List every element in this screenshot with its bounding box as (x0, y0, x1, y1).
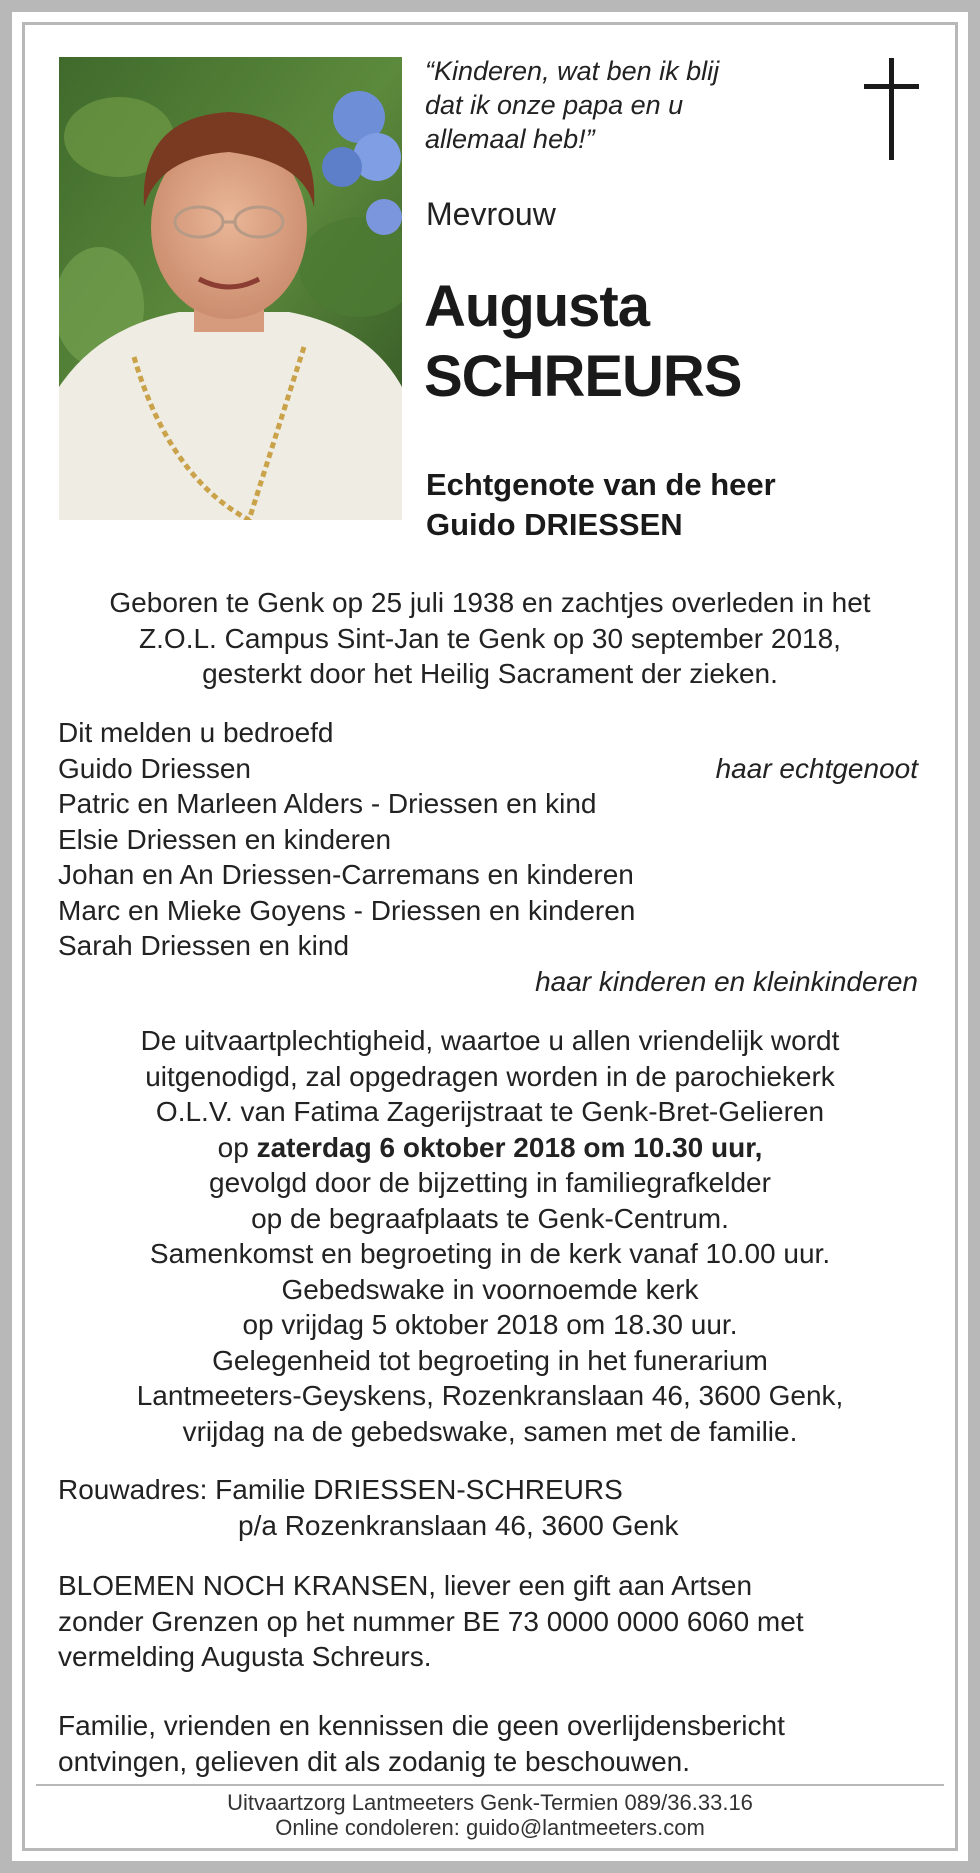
funeral-info (40, 1023, 940, 1449)
footer (40, 1790, 940, 1840)
child-line: Johan en An Driessen-Carremans en kinderen (58, 859, 634, 890)
portrait-photo (59, 57, 402, 520)
funeral-line: Gebedswake in voornoemde kerk (281, 1273, 699, 1305)
birth-death-info (40, 585, 940, 692)
spouse-info (426, 465, 946, 545)
flowers-line: vermelding Augusta Schreurs. (58, 1641, 432, 1672)
general-notice (58, 1708, 938, 1779)
funeral-line: Samenkomst en begroeting in de kerk vanaf 10.00 uur. (149, 1238, 831, 1269)
flowers-notice (58, 1568, 938, 1675)
deceased-name (424, 272, 944, 412)
address-line: p/a Rozenkranslaan 46, 3600 Genk (238, 1509, 679, 1541)
funeral-line: uitgenodigd, zal opgedragen worden in de parochiekerk (145, 1060, 835, 1092)
children-role: haar kinderen en kleinkinderen (535, 965, 918, 997)
notice-line: ontvingen, gelieven dit als zodanig te beschouwen. (58, 1745, 690, 1777)
funeral-line: Gelegenheid tot begroeting in het funerarium (212, 1344, 768, 1376)
birth-line: gesterkt door het Heilig Sacrament der zieken. (202, 658, 778, 689)
funeral-line: De uitvaartplechtigheid, waartoe u allen vriendelijk wordt (140, 1025, 840, 1056)
quote-line: dat ik onze papa en u (425, 90, 684, 120)
child-line: Marc en Mieke Goyens - Driessen en kinderen (58, 894, 636, 926)
funeral-date-prefix: op (217, 1131, 257, 1163)
notice-line: Familie, vrienden en kennissen die geen overlijdensbericht (58, 1710, 785, 1741)
quote (425, 54, 825, 156)
husband-name: Guido Driessen (58, 752, 251, 784)
child-line: Patric en Marleen Alders - Driessen en kind (58, 788, 597, 819)
spouse-line: Echtgenote van de heer (426, 467, 776, 502)
flowers-line: BLOEMEN NOCH KRANSEN, liever een gift aan Artsen (58, 1570, 753, 1601)
mourning-address (58, 1472, 938, 1543)
funeral-line: gevolgd door de bijzetting in familiegrafkelder (209, 1167, 771, 1198)
honorific: Mevrouw (426, 196, 556, 232)
footer-divider (36, 1784, 944, 1786)
funeral-date-line (40, 1130, 940, 1166)
first-name: Augusta (424, 274, 649, 339)
child-line: Elsie Driessen en kinderen (58, 823, 392, 855)
family-intro: Dit melden u bedroefd (58, 717, 334, 748)
husband-role: haar echtgenoot (715, 752, 918, 784)
quote-line: allemaal heb!” (425, 124, 595, 154)
funeral-line: vrijdag na de gebedswake, samen met de familie. (182, 1415, 798, 1447)
footer-line: Uitvaartzorg Lantmeeters Genk-Termien 089/36.33.16 (227, 1790, 753, 1815)
funeral-line: op de begraafplaats te Genk-Centrum. (251, 1202, 729, 1234)
family-list (58, 715, 918, 999)
funeral-line: O.L.V. van Fatima Zagerijstraat te Genk-Bret-Gelieren (155, 1096, 825, 1127)
spouse-line: Guido DRIESSEN (426, 507, 683, 542)
birth-line: Z.O.L. Campus Sint-Jan te Genk op 30 september 2018, (139, 622, 841, 654)
birth-line: Geboren te Genk op 25 juli 1938 en zachtjes overleden in het (109, 587, 871, 618)
quote-line: “Kinderen, wat ben ik blij (425, 56, 720, 86)
funeral-date: zaterdag 6 oktober 2018 om 10.30 uur, (256, 1131, 763, 1163)
child-line: Sarah Driessen en kind (58, 930, 350, 961)
husband-row (58, 751, 918, 787)
funeral-line: Lantmeeters-Geyskens, Rozenkranslaan 46, 3600 Genk, (136, 1380, 844, 1411)
cross-icon (862, 58, 922, 160)
footer-line: Online condoleren: guido@lantmeeters.com (275, 1815, 705, 1840)
flowers-line: zonder Grenzen op het nummer BE 73 0000 0000 6060 met (58, 1605, 804, 1637)
last-name: SCHREURS (424, 344, 742, 409)
funeral-line: op vrijdag 5 oktober 2018 om 18.30 uur. (242, 1309, 738, 1340)
address-line: Rouwadres: Familie DRIESSEN-SCHREURS (58, 1474, 623, 1505)
